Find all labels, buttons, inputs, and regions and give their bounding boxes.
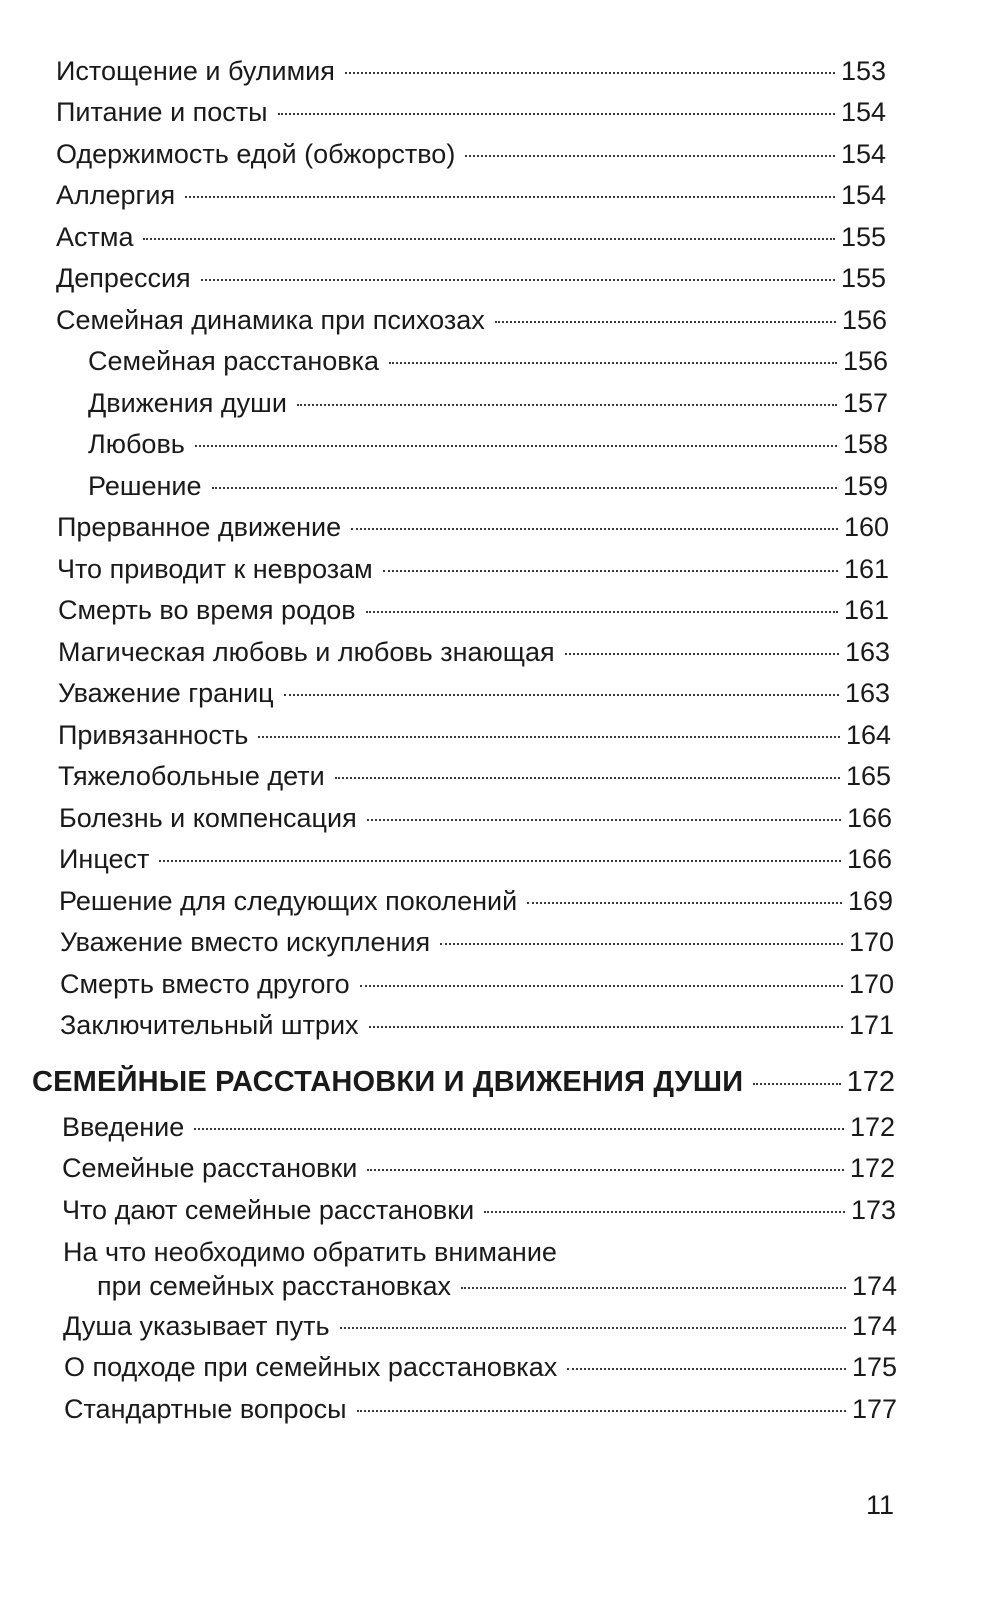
toc-entry-page: 154 bbox=[840, 97, 886, 127]
toc-entry-page: 153 bbox=[840, 56, 886, 86]
toc-entry-page: 159 bbox=[842, 471, 888, 501]
dot-leader bbox=[194, 1128, 844, 1130]
toc-entry-page: 173 bbox=[850, 1195, 896, 1225]
toc-entry-title: Прерванное движение bbox=[57, 512, 342, 542]
toc-entry-page: 156 bbox=[841, 305, 887, 335]
dot-leader bbox=[753, 1083, 840, 1085]
toc-entry-page: 175 bbox=[851, 1352, 897, 1382]
dot-leader bbox=[201, 279, 835, 281]
toc-entry-title-line1: На что необходимо обратить внимание bbox=[63, 1237, 557, 1267]
toc-entry bbox=[64, 1350, 897, 1384]
toc-entry-page: 172 bbox=[849, 1153, 895, 1183]
toc-entry-title: Семейная динамика при психозах bbox=[56, 305, 485, 335]
toc-entry-multiline bbox=[63, 1235, 897, 1307]
toc-entry-title-line2: при семейных расстановках bbox=[97, 1271, 452, 1301]
toc-entry bbox=[58, 718, 891, 752]
toc-subentry bbox=[88, 344, 888, 378]
toc-entry-title: Любовь bbox=[88, 429, 185, 459]
toc-entry-title: Привязанность bbox=[58, 720, 249, 750]
toc-entry-title: Инцест bbox=[59, 844, 150, 874]
toc-entry-page: 163 bbox=[844, 678, 890, 708]
toc-entry-page: 174 bbox=[851, 1271, 897, 1301]
toc-entry bbox=[58, 593, 889, 627]
dot-leader bbox=[484, 1211, 845, 1213]
toc-entry-page: 170 bbox=[848, 927, 894, 957]
dot-leader bbox=[212, 487, 837, 489]
toc-entry-page: 161 bbox=[843, 554, 889, 584]
toc-entry-page: 157 bbox=[842, 388, 888, 418]
toc-entry-title: Депрессия bbox=[56, 263, 191, 293]
toc-entry-page: 158 bbox=[842, 429, 888, 459]
dot-leader bbox=[367, 819, 841, 821]
dot-leader bbox=[143, 238, 834, 240]
toc-entry-title: Уважение границ bbox=[58, 678, 274, 708]
dot-leader bbox=[465, 155, 835, 157]
dot-leader bbox=[345, 72, 835, 74]
toc-section-page: 172 bbox=[846, 1066, 895, 1098]
toc-entry-title: Что дают семейные расстановки bbox=[62, 1195, 475, 1225]
toc-entry-page: 172 bbox=[849, 1112, 895, 1142]
toc-entry bbox=[58, 759, 891, 793]
toc-entry-title: Движения души bbox=[88, 388, 287, 418]
toc-entry bbox=[64, 1392, 897, 1426]
toc-entry-page: 164 bbox=[845, 720, 891, 750]
toc-subentry bbox=[88, 427, 888, 461]
toc-entry-page: 166 bbox=[846, 803, 892, 833]
dot-leader bbox=[383, 570, 838, 572]
toc-entry bbox=[57, 510, 889, 544]
toc-entry-title: Семейные расстановки bbox=[62, 1153, 358, 1183]
toc-entry bbox=[62, 1193, 896, 1227]
toc-entry bbox=[60, 925, 894, 959]
dot-leader bbox=[389, 362, 837, 364]
toc-entry bbox=[63, 1309, 897, 1343]
toc-entry-title: Аллергия bbox=[56, 180, 176, 210]
toc-entry-page: 154 bbox=[840, 180, 886, 210]
toc-entry-page: 155 bbox=[840, 222, 886, 252]
dot-leader bbox=[461, 1287, 846, 1289]
dot-leader bbox=[357, 1410, 846, 1412]
toc-entry-page: 177 bbox=[851, 1394, 897, 1424]
toc-entry-page: 174 bbox=[851, 1311, 897, 1341]
toc-entry-page: 163 bbox=[844, 637, 890, 667]
toc-entry-title: Тяжелобольные дети bbox=[58, 761, 325, 791]
toc-entry-title: Одержимость едой (обжорство) bbox=[56, 139, 456, 169]
toc-entry-title: Стандартные вопросы bbox=[64, 1394, 347, 1424]
toc-section-title: СЕМЕЙНЫЕ РАССТАНОВКИ И ДВИЖЕНИЯ ДУШИ bbox=[32, 1066, 744, 1098]
toc-subentry bbox=[88, 469, 888, 503]
toc-entry bbox=[56, 303, 887, 337]
toc-entry-title: Уважение вместо искупления bbox=[60, 927, 431, 957]
toc-entry-page: 165 bbox=[845, 761, 891, 791]
toc-entry-page: 170 bbox=[848, 969, 894, 999]
dot-leader bbox=[278, 113, 835, 115]
toc-entry bbox=[59, 842, 892, 876]
toc-entry-title: Истощение и булимия bbox=[56, 56, 335, 86]
dot-leader bbox=[335, 777, 840, 779]
toc-entry-page: 155 bbox=[840, 263, 886, 293]
toc-subentry bbox=[88, 386, 888, 420]
toc-entry bbox=[56, 137, 886, 171]
toc-entry bbox=[59, 801, 892, 835]
dot-leader bbox=[159, 860, 841, 862]
dot-leader bbox=[567, 1368, 846, 1370]
dot-leader bbox=[527, 902, 842, 904]
toc-entry bbox=[60, 967, 894, 1001]
toc-entry bbox=[56, 95, 886, 129]
toc-entry bbox=[58, 676, 890, 710]
toc-entry-page: 154 bbox=[840, 139, 886, 169]
toc-entry bbox=[56, 220, 886, 254]
page-number: 11 bbox=[866, 1490, 895, 1520]
dot-leader bbox=[369, 1026, 843, 1028]
dot-leader bbox=[495, 321, 836, 323]
toc-entry-title: Смерть во время родов bbox=[58, 595, 356, 625]
toc-entry-title: О подходе при семейных расстановках bbox=[64, 1352, 558, 1382]
toc-entry-page: 161 bbox=[843, 595, 889, 625]
dot-leader bbox=[565, 653, 839, 655]
toc-entry bbox=[57, 552, 889, 586]
toc-entry-title: Что приводит к неврозам bbox=[57, 554, 373, 584]
dot-leader bbox=[195, 445, 837, 447]
toc-entry-line2 bbox=[63, 1269, 897, 1303]
toc-entry-title: Астма bbox=[56, 222, 134, 252]
toc-entry-title: Магическая любовь и любовь знающая bbox=[58, 637, 555, 667]
toc-entry-title: Семейная расстановка bbox=[88, 346, 380, 376]
dot-leader bbox=[297, 404, 837, 406]
dot-leader bbox=[440, 943, 843, 945]
dot-leader bbox=[351, 528, 838, 530]
toc-entry-title: Заключительный штрих bbox=[60, 1010, 359, 1040]
toc-entry-title: Болезнь и компенсация bbox=[59, 803, 357, 833]
toc-entry bbox=[62, 1151, 895, 1185]
toc-entry-title: Решение для следующих поколений bbox=[59, 886, 518, 916]
toc-entry-title: Решение bbox=[88, 471, 202, 501]
toc-entry bbox=[60, 1008, 894, 1042]
toc-section-heading bbox=[32, 1065, 895, 1099]
dot-leader bbox=[185, 196, 835, 198]
toc-entry bbox=[59, 884, 893, 918]
toc-entry bbox=[56, 54, 886, 88]
toc-entry-page: 160 bbox=[843, 512, 889, 542]
dot-leader bbox=[360, 985, 843, 987]
toc-entry-page: 171 bbox=[848, 1010, 894, 1040]
toc-entry-page: 166 bbox=[846, 844, 892, 874]
toc-entry bbox=[62, 1110, 895, 1144]
toc-entry-title: Душа указывает путь bbox=[63, 1311, 330, 1341]
toc-entry bbox=[56, 178, 886, 212]
toc-entry-page: 156 bbox=[842, 346, 888, 376]
dot-leader bbox=[366, 611, 838, 613]
toc-entry-title: Питание и посты bbox=[56, 97, 268, 127]
dot-leader bbox=[258, 736, 840, 738]
toc-entry-title: Введение bbox=[62, 1112, 185, 1142]
toc-entry bbox=[58, 635, 890, 669]
toc-entry-title: Смерть вместо другого bbox=[60, 969, 350, 999]
dot-leader bbox=[367, 1169, 844, 1171]
toc-entry bbox=[56, 261, 886, 295]
dot-leader bbox=[340, 1327, 846, 1329]
dot-leader bbox=[284, 694, 839, 696]
toc-entry-page: 169 bbox=[847, 886, 893, 916]
